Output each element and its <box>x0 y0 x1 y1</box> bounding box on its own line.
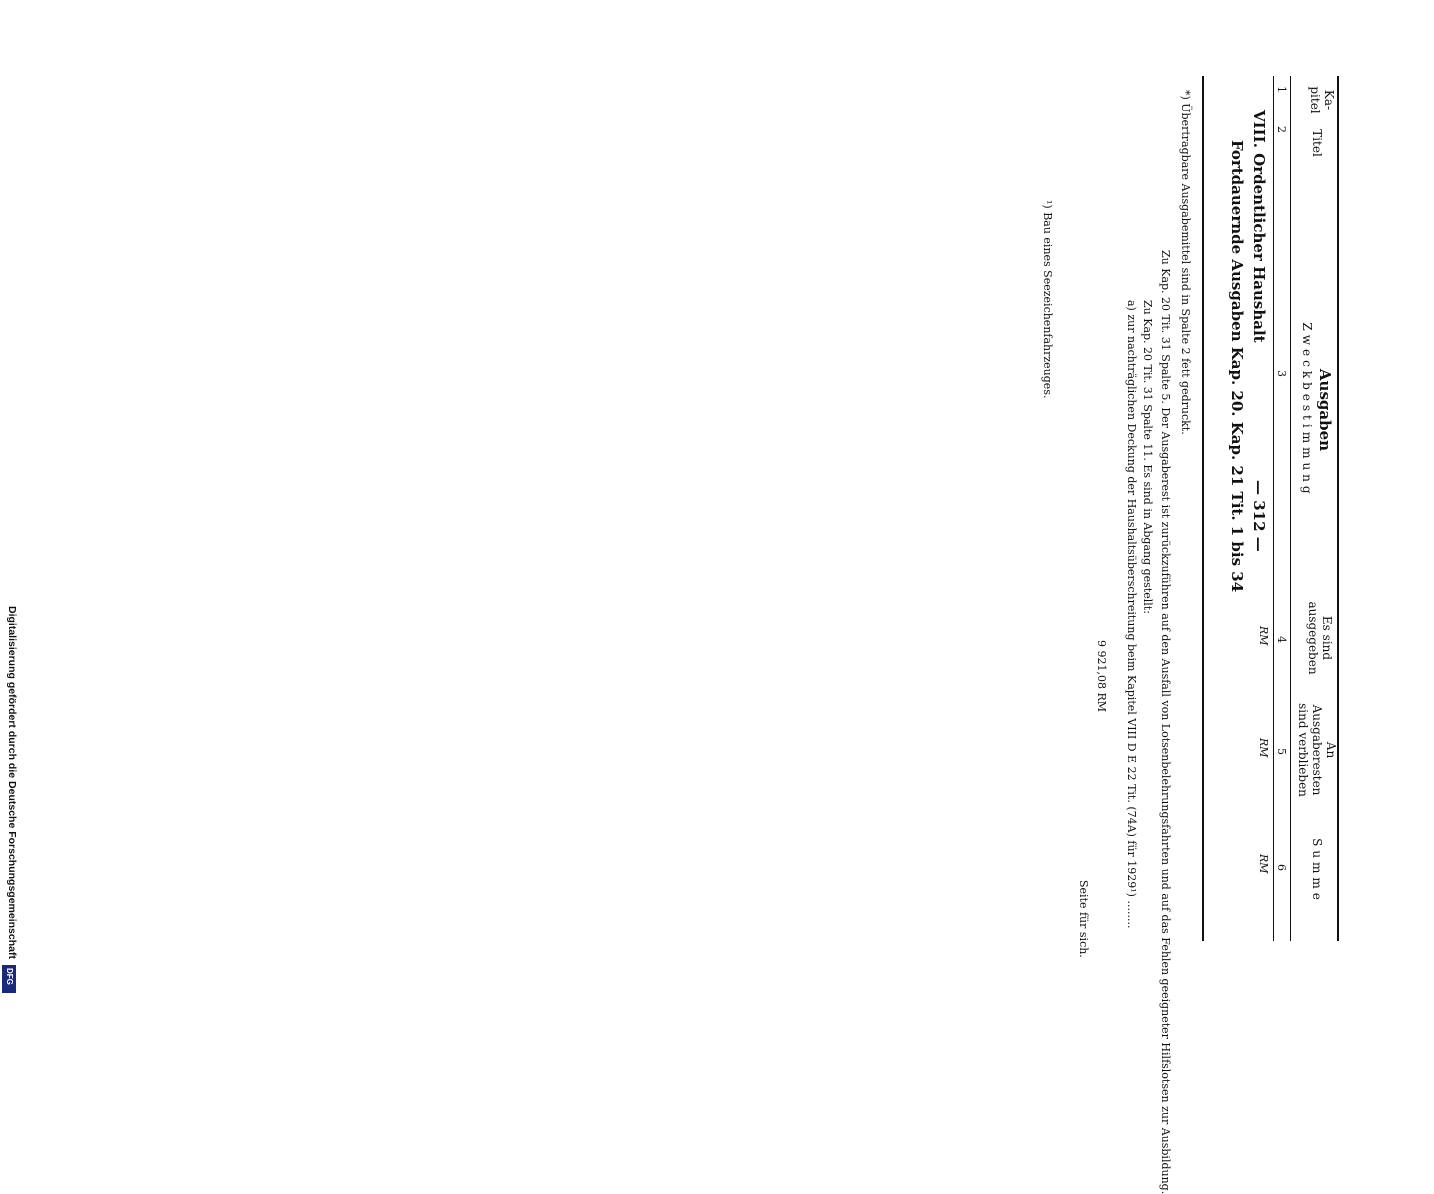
table-bottom-rule <box>1202 76 1204 941</box>
col-ausgaben: Ausgaben <box>1316 368 1334 452</box>
colnum-2: 2 <box>1275 126 1288 133</box>
footnote-zu20b: Zu Kap. 20 Tit. 31 Spalte 11. Es sind in Abgang gestellt: <box>1141 300 1154 614</box>
table-top-rule <box>1337 76 1339 941</box>
col-kapitel: Ka- pitel <box>1308 86 1336 114</box>
header-rule <box>1290 76 1291 941</box>
colnum-6: 6 <box>1275 864 1288 871</box>
col-zweckbestimmung: Zweckbestimmung <box>1300 322 1314 498</box>
colnum-5: 5 <box>1275 748 1288 755</box>
col-ausgabereste: An Ausgaberesten sind verblieben <box>1296 703 1338 797</box>
unit-c5: RM <box>1257 738 1270 758</box>
unit-c4: RM <box>1257 626 1270 646</box>
footnote-star: *) Übertragbare Ausgabemittel sind in Spalte 2 fett gedruckt. <box>1179 90 1192 435</box>
footnote-zu20: Zu Kap. 20 Tit. 31 Spalte 5. Der Ausgaberest ist zurückzuführen auf den Ausfall von Lotsenbelehrungsfahrten und auf das Fehlen geeigneter Hilfslotsen zur Ausbildung. <box>1159 250 1172 1194</box>
footnote-sup1: ¹) Bau eines Seezeichenfahrzeuges. <box>1041 200 1054 399</box>
page-subtitle: Fortdauernde Ausgaben Kap. 20. Kap. 21 Tit. 1 bis 34 <box>1228 140 1246 593</box>
colnum-4: 4 <box>1275 636 1288 643</box>
col-ausgegeben: Es sind ausgegeben <box>1306 601 1334 675</box>
col-summe: Summe <box>1310 838 1324 904</box>
colnum-3: 3 <box>1275 370 1288 377</box>
digitization-note: Digitalisierung gefördert durch die Deutsche Forschungsgemeinschaft <box>6 606 18 959</box>
dfg-logo: DFG <box>2 965 16 993</box>
footnote-zu20c: a) zur nachträglichen Deckung der Haushaltsüberschreitung beim Kapitel VIII D E 22 Tit. (74A) für 1929¹) ........ <box>1125 300 1138 929</box>
colnum-rule <box>1273 76 1274 941</box>
page-number: — 312 — <box>1250 480 1268 552</box>
unit-c6: RM <box>1257 854 1270 874</box>
chapter-title: VIII. Ordentlicher Haushalt <box>1250 110 1268 343</box>
col-titel: Titel <box>1310 129 1324 157</box>
seite-fuer-sich: Seite für sich. <box>1077 880 1090 958</box>
footnote-zu20c-val: 9 921,08 RM <box>1095 640 1108 713</box>
colnum-1: 1 <box>1275 86 1288 93</box>
